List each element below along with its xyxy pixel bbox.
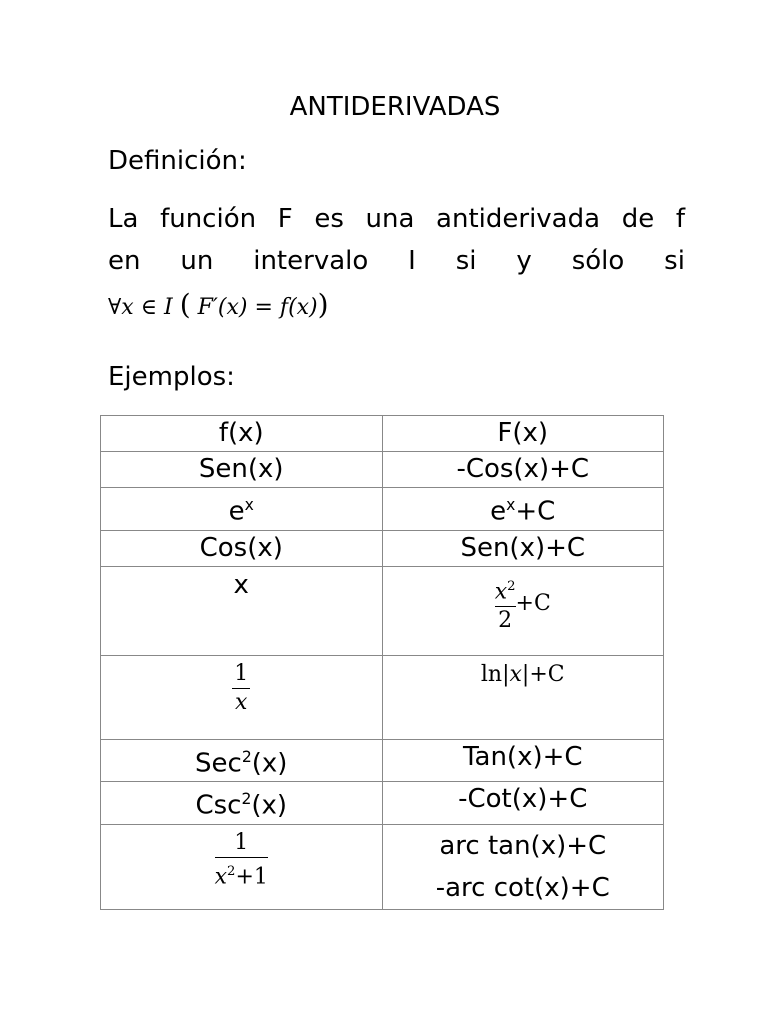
cell-f: $e^x$ (101, 488, 383, 531)
formula-variable: x (121, 295, 134, 320)
table-row (101, 824, 664, 909)
cell-f: x (101, 566, 383, 655)
table-row (101, 782, 664, 825)
word: es (314, 204, 344, 234)
word: La (108, 204, 139, 234)
word: antiderivada (436, 204, 601, 234)
definition-line-1 (108, 198, 685, 240)
arccot-line: -arc cot(x)+C (435, 872, 610, 903)
formula-lhs: F′(x) (197, 295, 248, 320)
formula-interval: I (164, 295, 173, 320)
word: un (180, 246, 214, 276)
definition-formula: ∀x ∈ I ( F′(x) = f(x)) (108, 288, 329, 321)
arctan-line: arc tan(x)+C (439, 830, 607, 861)
document-title: ANTIDERIVADAS (289, 92, 501, 122)
definition-line-2 (108, 240, 685, 282)
header-F: F(x) (382, 416, 664, 452)
table-row (101, 566, 664, 655)
word: función (160, 204, 257, 234)
table-row (101, 488, 664, 531)
cell-F: ln|x|+C (382, 655, 664, 739)
element-of-symbol: ∈ (140, 295, 157, 320)
cell-F: -Cot(x)+C (382, 782, 664, 825)
examples-heading: Ejemplos: (108, 362, 235, 392)
fraction: $\frac{1}{x^2+1}$ (214, 829, 268, 890)
word: I (408, 246, 416, 276)
cell-f: Csc$^2$(x) (101, 782, 383, 825)
table-row (101, 452, 664, 488)
word: y (516, 246, 532, 276)
word: F (277, 204, 293, 234)
word: una (365, 204, 415, 234)
table-header-row (101, 416, 664, 452)
cell-F: Tan(x)+C (382, 739, 664, 782)
table-row (101, 739, 664, 782)
fraction: $\frac{x^2}{2}$ (494, 578, 516, 633)
table-row (101, 530, 664, 566)
cell-f: Sec$^2$(x) (101, 739, 383, 782)
forall-symbol: ∀ (108, 295, 122, 320)
cell-F (382, 824, 664, 909)
word: f (675, 204, 685, 234)
antiderivatives-table (100, 415, 664, 910)
cell-f (101, 824, 383, 909)
cell-f: Sen(x) (101, 452, 383, 488)
cell-f (101, 655, 383, 739)
definition-heading: Definición: (108, 146, 247, 176)
cell-F: $e^x+C$ (382, 488, 664, 531)
word: sólo (571, 246, 625, 276)
cell-F: Sen(x)+C (382, 530, 664, 566)
formula-equals: = (254, 295, 273, 320)
word: en (108, 246, 141, 276)
fraction: $\frac{1}{x}$ (234, 660, 249, 715)
header-f: f(x) (101, 416, 383, 452)
cell-f: Cos(x) (101, 530, 383, 566)
cell-F: -Cos(x)+C (382, 452, 664, 488)
word: intervalo (253, 246, 369, 276)
formula-rhs: f(x) (279, 295, 318, 320)
word: si (455, 246, 477, 276)
cell-F: $\frac{x^2}{2}$ +C (382, 566, 664, 655)
table-row (101, 655, 664, 739)
word: de (621, 204, 655, 234)
word: si (664, 246, 685, 276)
